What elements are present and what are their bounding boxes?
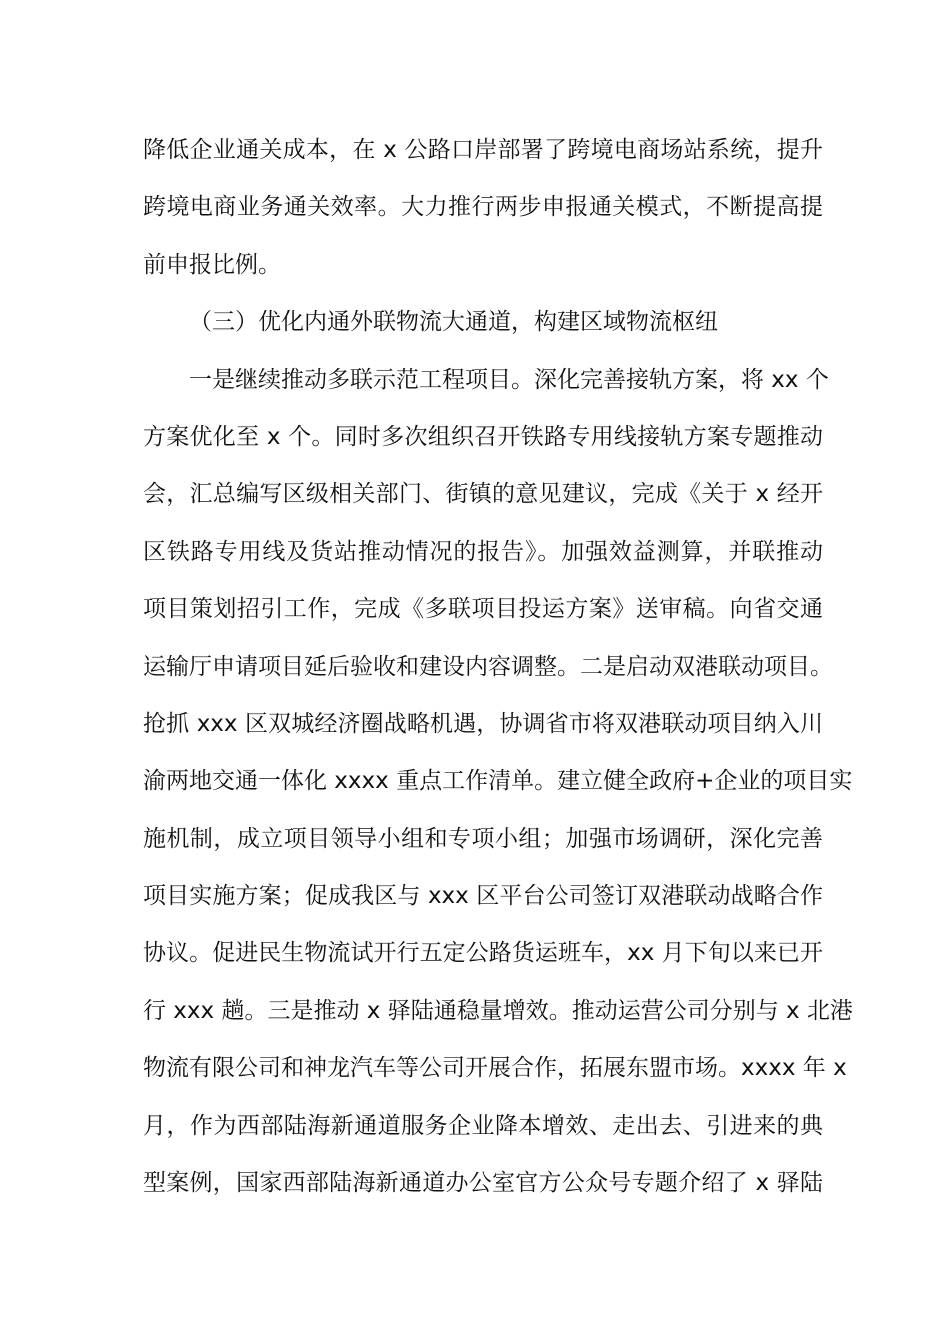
text-line: 区铁路专用线及货站推动情况的报告》。加强效益测算，并联推动 bbox=[143, 538, 823, 565]
text-line: 方案优化至 x 个。同时多次组织召开铁路专用线接轨方案专题推动 bbox=[143, 423, 823, 450]
text-line: 项目策划招引工作，完成《多联项目投运方案》送审稿。向省交通 bbox=[143, 596, 823, 623]
text-line: 一是继续推动多联示范工程项目。深化完善接轨方案，将 xx 个 bbox=[189, 366, 829, 393]
text-line: 运输厅申请项目延后验收和建设内容调整。二是启动双港联动项目。 bbox=[143, 653, 833, 680]
text-line: 抢抓 xxx 区双城经济圈战略机遇，协调省市将双港联动项目纳入川 bbox=[143, 710, 823, 737]
text-line: 降低企业通关成本，在 x 公路口岸部署了跨境电商场站系统，提升 bbox=[143, 137, 823, 163]
text-line: 渝两地交通一体化 xxxx 重点工作清单。建立健全政府+企业的项目实 bbox=[143, 768, 853, 795]
text-line: 行 xxx 趟。三是推动 x 驿陆通稳量增效。推动运营公司分别与 x 北港 bbox=[143, 997, 853, 1024]
text-line: 月，作为西部陆海新通道服务企业降本增效、走出去、引进来的典 bbox=[143, 1112, 823, 1139]
document-body bbox=[143, 122, 853, 1212]
text-line: 项目实施方案；促成我区与 xxx 区平台公司签订双港联动战略合作 bbox=[143, 883, 823, 910]
text-line: 协议。促进民生物流试开行五定公路货运班车，xx 月下旬以来已开 bbox=[143, 940, 823, 967]
text-line: 前申报比例。 bbox=[143, 251, 281, 278]
text-line: 会，汇总编写区级相关部门、街镇的意见建议，完成《关于 x 经开 bbox=[143, 481, 823, 508]
section-heading: （三）优化内通外联物流大通道，构建区域物流枢纽 bbox=[189, 309, 718, 336]
text-line: 施机制，成立项目领导小组和专项小组；加强市场调研，深化完善 bbox=[143, 825, 823, 852]
text-line: 型案例，国家西部陆海新通道办公室官方公众号专题介绍了 x 驿陆 bbox=[143, 1170, 823, 1197]
text-line: 物流有限公司和神龙汽车等公司开展合作，拓展东盟市场。xxxx 年 x bbox=[143, 1055, 847, 1082]
text-line: 跨境电商业务通关效率。大力推行两步申报通关模式，不断提高提 bbox=[143, 194, 823, 221]
